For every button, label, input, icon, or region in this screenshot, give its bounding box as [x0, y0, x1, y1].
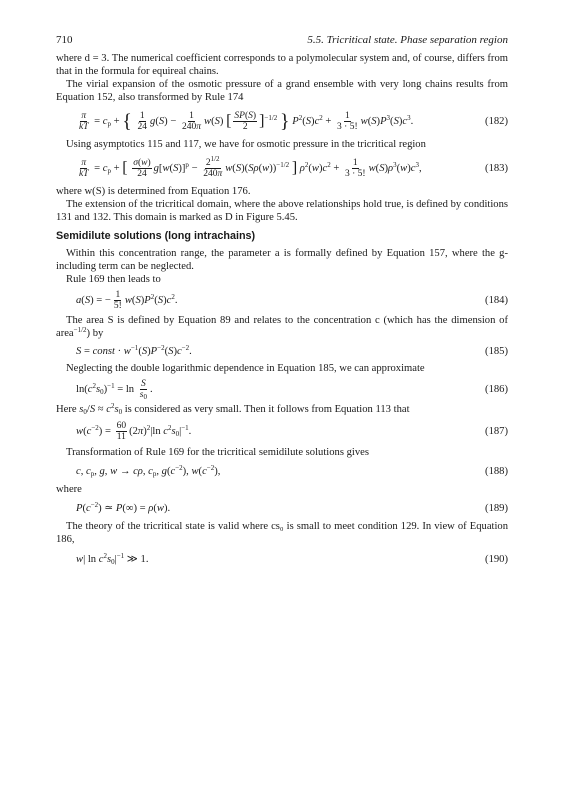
paragraph-text: is considered as very small. Then it follows from Equation 113 that: [122, 404, 410, 415]
equation-189: [56, 496, 508, 520]
equation-body: $P(c^{-2})$ ≃ P(∞) = ρ(w).: [76, 500, 171, 514]
paragraph: Here $s_0/S \approx c^2s_0$ is considered as very small. Then it follows from Equation 113 that: [56, 402, 410, 416]
equation-number: (183): [485, 162, 508, 174]
equation-190: [56, 546, 508, 572]
equation-184: [56, 286, 508, 314]
paragraph: The extension of the tricritical domain, where the above relationships hold true, is defined by conditions 131 and 132. This domain is marked as D in Figure 5.45.: [56, 199, 508, 223]
paragraph: The virial expansion of the osmotic pressure of a grand ensemble with very long chains results from Equation 152, also transformed by Rule 174: [56, 79, 508, 103]
equation-body: S = const · $w^{-1}(S)P^{-2}(S)c^{-2}$.: [76, 343, 192, 357]
equation-number: (182): [485, 115, 508, 127]
equation-number: (190): [485, 553, 508, 565]
equation-body: $\ln(c^2s_0)^{-1} = \ln$ $\frac{S}{s_0}$ .: [76, 378, 153, 401]
equation-188: [56, 459, 508, 483]
running-title: 5.5. Tricritical state. Phase separation region: [307, 34, 508, 46]
paragraph: where d = 3. The numerical coefficient corresponds to a polymolecular system and, of course, differs from that in the formula for equireal chains.: [56, 53, 508, 77]
equation-187: [56, 416, 508, 446]
paragraph: Transformation of Rule 169 for the tricritical semidilute solutions gives: [66, 447, 369, 458]
equation-body: $\frac{\pi}{kT}$ = $c_p$ + [ $\frac{\sigma(w)}{24}$ $g[w(S)]^p$ − $\frac{2^{1/2}}{240\pi}$ $w(S)(S\rho(w))^{-1/2}$ ] $\rho^2(w)c^2$ + $\frac{1}{3 \cdot 5!}$ $w(S)\rho^3(w)c^3$,: [79, 154, 422, 179]
equation-body: $w(c^{-2})$ = $\frac{60}{11}$ $(2\pi)^2|\ln$ $c^2s_0|^{-1}$.: [76, 420, 192, 442]
equation-186: [56, 375, 508, 403]
section-heading: Semidilute solutions (long intrachains): [56, 230, 256, 242]
equation-number: (187): [485, 425, 508, 437]
equation-body: $\frac{\pi}{kT}$ = $c_p$ + { $\frac{1}{24}$ g(S) − $\frac{1}{240\pi}$ w(S) [ $\frac{SP(S)}{2}$ ]$^{-1/2}$ } $P^2(S)c^2$ + $\frac{1}{3 \cdot 5!}$ $w(S)P^3(S)c^3$.: [79, 110, 414, 132]
equation-number: (185): [485, 345, 508, 357]
paragraph: Neglecting the double logarithmic dependence in Equation 185, we can approximate: [66, 363, 425, 374]
equation-body: a(S) = − $\frac{1}{5!}$ $w(S)P^2(S)c^2$.: [76, 289, 178, 311]
equation-182: [56, 104, 508, 138]
paragraph: The theory of the tricritical state is valid where cs₀ is small to meet condition 129. In view of Equation 186,: [56, 521, 508, 545]
equation-185: [56, 340, 508, 362]
paragraph: The area S is defined by Equation 89 and relates to the concentration c (which has the dimension of area$^{-1/2}$) by: [56, 315, 508, 339]
paragraph: Using asymptotics 115 and 117, we have for osmotic pressure in the tricritical region: [66, 139, 426, 150]
page: [56, 34, 508, 572]
paragraph: where w(S) is determined from Equation 176.: [56, 186, 251, 197]
equation-number: (186): [485, 383, 508, 395]
paragraph-text: ) by: [86, 328, 104, 339]
equation-body: w| $\ln c^2s_0|^{-1}$ ≫ 1.: [76, 551, 149, 566]
paragraph-text: The area S is defined by Equation 89 and relates to the concentration c (which has the dimension of area: [56, 315, 508, 339]
paragraph: where: [56, 484, 82, 495]
equation-number: (189): [485, 502, 508, 514]
paragraph: Rule 169 then leads to: [66, 274, 161, 285]
equation-183: [56, 151, 508, 185]
running-header: [56, 34, 508, 52]
equation-number: (184): [485, 294, 508, 306]
equation-number: (188): [485, 465, 508, 477]
paragraph: Within this concentration range, the parameter a is formally defined by Equation 157, where the g-including term can be neglected.: [56, 248, 508, 272]
equation-body: c, $c_p$, g, w → cρ, $c_p$, $g(c^{-2})$, $w(c^{-2})$,: [76, 463, 221, 478]
page-number: 710: [56, 34, 73, 46]
